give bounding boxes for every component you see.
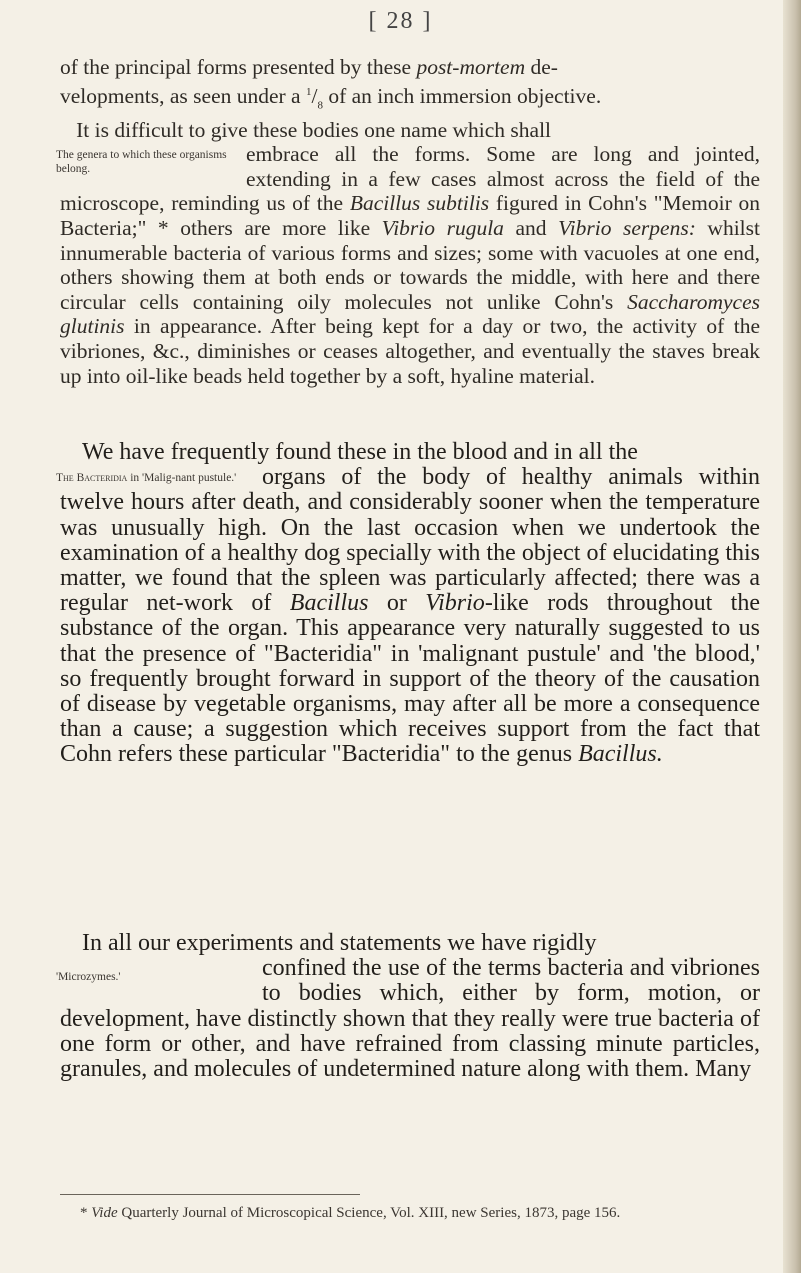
paragraph-1 bbox=[56, 55, 760, 388]
paragraph-3 bbox=[56, 930, 760, 1083]
page-edge-shadow bbox=[783, 0, 801, 1273]
page-number: [ 28 ] bbox=[368, 8, 433, 34]
para1-line3: It is difficult to give these bodies one name which shall bbox=[60, 117, 552, 142]
para3-body: confined the use of the terms bacteria and vibriones to bodies which, either by form, motion, or development, have distinctly shown that they really were true bacteria of one form or other, and have refrained from classing minute particles, granules, and molecules of undetermined nature along with them. Many bbox=[60, 955, 760, 1083]
margin-note-microzymes: 'Microzymes.' bbox=[56, 971, 121, 984]
para1-line2: velopments, as seen under a $^1/_8$ of an inch immersion objective. bbox=[60, 83, 602, 112]
para3-line1: In all our experiments and statements we have rigidly bbox=[82, 930, 597, 956]
footnote-rule bbox=[60, 1194, 360, 1195]
margin-note-genera: The genera to which these organisms belong. bbox=[56, 149, 227, 176]
para1-body: embrace all the forms. Some are long and jointed, extending in a few cases almost across the field of the microscope, reminding us of the Bacillus subtilis figured in Cohn's "Memoir on Bacteria;" * others are more like Vibrio rugula and Vibrio serpens: whilst innumerable bacteria of various forms and sizes; some with vacuoles at one end, others showing them at both ends or towards the middle, with here and there circular cells containing oily molecules not unlike Cohn's Saccharomyces glutinis in appearance. After being kept for a day or two, the activity of the vibriones, &c., diminishes or ceases altogether, and eventually the staves break up into oil-like beads held together by a soft, hyaline material. bbox=[60, 142, 760, 388]
footnote: * Vide Quarterly Journal of Microscopical Science, Vol. XIII, new Series, 1873, page 156. bbox=[80, 1205, 621, 1221]
para2-line1: We have frequently found these in the blood and in all the bbox=[82, 439, 638, 465]
margin-note-bacteridia: The Bacteridia in 'Malig-nant pustule.' bbox=[56, 472, 237, 485]
para1-line1: of the principal forms presented by these post-mortem de- bbox=[60, 55, 558, 79]
para2-body: organs of the body of healthy animals within twelve hours after death, and considerably sooner when the temperature was unusually high. On the last occasion when we undertook the examination of a healthy dog specially with the object of elucidating this matter, we found that the spleen was particularly affected; there was a regular net-work of Bacillus or Vibrio-like rods throughout the substance of the organ. This appearance very naturally suggested to us that the presence of "Bacteridia" in 'malignant pustule' and 'the blood,' so frequently brought forward in support of the theory of the causation of disease by vegetable organisms, may after all be more a consequence than a cause; a suggestion which receives support from the fact that Cohn refers these particular "Bacteridia" to the genus Bacillus. bbox=[60, 464, 760, 768]
paragraph-2 bbox=[56, 439, 760, 768]
